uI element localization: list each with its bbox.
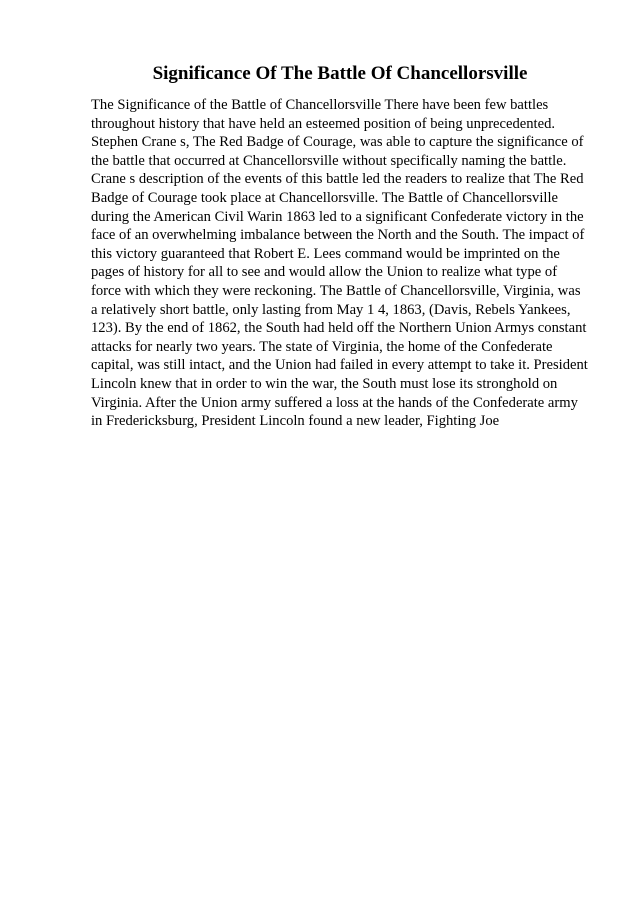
body-line: throughout history that have held an esteemed position of being unprecedented. [91, 115, 556, 132]
body-line: Badge of Courage took place at Chancellorsville. The Battle of Chancellorsville [91, 189, 558, 206]
body-line: 123). By the end of 1862, the South had held off the Northern Union Armys constant [91, 320, 587, 337]
body-line: Virginia. After the Union army suffered a loss at the hands of the Confederate army [91, 394, 578, 411]
document-title: Significance Of The Battle Of Chancellorsville [152, 63, 528, 84]
body-line: face of an overwhelming imbalance between the North and the South. The impact of [91, 227, 585, 244]
body-line: the battle that occurred at Chancellorsville without specifically naming the battle. [91, 152, 567, 169]
body-line: attacks for nearly two years. The state of Virginia, the home of the Confederate [91, 338, 553, 355]
body-line: Stephen Crane s, The Red Badge of Courage, was able to capture the significance of [91, 134, 584, 151]
body-line: a relatively short battle, only lasting from May 1 4, 1863, (Davis, Rebels Yankees, [91, 301, 571, 318]
body-line: The Significance of the Battle of Chancellorsville There have been few battles [91, 97, 549, 113]
body-line: pages of history for all to see and would allow the Union to realize what type of [91, 264, 558, 281]
body-line: force with which they were reckoning. The Battle of Chancellorsville, Virginia, was [91, 282, 581, 299]
body-line: this victory guaranteed that Robert E. Lees command would be imprinted on the [91, 245, 560, 262]
body-line: in Fredericksburg, President Lincoln found a new leader, Fighting Joe [91, 413, 500, 430]
body-line: capital, was still intact, and the Union had failed in every attempt to take it. President [91, 357, 588, 374]
document-body [91, 96, 601, 431]
body-line: Crane s description of the events of this battle led the readers to realize that The Red [91, 171, 584, 188]
body-line: Lincoln knew that in order to win the war, the South must lose its stronghold on [91, 375, 558, 392]
body-line: during the American Civil Warin 1863 led to a significant Confederate victory in the [91, 208, 584, 225]
